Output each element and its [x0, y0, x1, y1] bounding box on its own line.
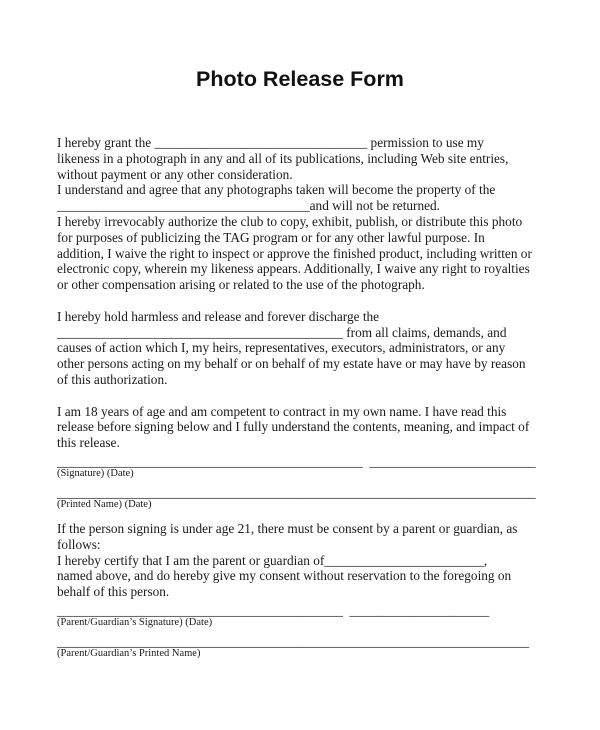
- text-line: causes of action which I, my heirs, representatives, executors, administrators, or any: [57, 340, 506, 356]
- form-body: [57, 135, 557, 662]
- text-line: I hereby certify that I am the parent or guardian of________________________,: [57, 552, 488, 568]
- signature-field[interactable]: ______________________________________________ _________________________: [57, 453, 536, 469]
- text-line: I hereby irrevocably authorize the club to copy, exhibit, publish, or distribute this photo: [57, 213, 523, 229]
- grant-paragraph: [57, 135, 557, 293]
- text-line: likeness in a photograph in any and all of its publications, including Web site entries,: [57, 150, 509, 166]
- text-line: other persons acting on my behalf or on behalf of my estate have or may have by reason: [57, 356, 526, 372]
- guardian-printed-name-field[interactable]: _______________________________________________________________________: [57, 633, 530, 649]
- text-line: this release.: [57, 435, 120, 451]
- printed-name-caption: (Printed Name) (Date): [57, 498, 152, 510]
- text-line: I hereby hold harmless and release and forever discharge the: [57, 308, 380, 324]
- text-line: for purposes of publicizing the TAG program or for any other lawful purpose. In: [57, 229, 485, 245]
- text-line: of this authorization.: [57, 371, 168, 387]
- text-line: follows:: [57, 536, 101, 552]
- text-line: I understand and agree that any photographs taken will become the property of the: [57, 182, 496, 198]
- release-paragraph: [57, 309, 557, 388]
- guardian-signature-caption: (Parent/Guardian’s Signature) (Date): [57, 616, 213, 628]
- text-line: named above, and do hereby give my consent without reservation to the foregoing on: [57, 568, 512, 584]
- text-line: ___________________________________________ from all claims, demands, and: [57, 324, 507, 340]
- text-line: electronic copy, wherein my likeness appears. Additionally, I waive any right to royalties: [57, 261, 530, 277]
- text-line: without payment or any other consideration.: [57, 166, 293, 182]
- form-title: Photo Release Form: [196, 67, 404, 91]
- paragraph-spacer: [57, 293, 557, 309]
- section-spacer: [57, 513, 557, 521]
- text-line: or other compensation arising or related to the use of the photograph.: [57, 277, 425, 293]
- guardian-paragraph: [57, 521, 557, 600]
- text-line: release before signing below and I fully understand the contents, meaning, and impact of: [57, 419, 530, 435]
- printed-name-field[interactable]: ________________________________________________________________________: [57, 484, 536, 500]
- age-paragraph: [57, 404, 557, 451]
- text-line: behalf of this person.: [57, 584, 170, 600]
- guardian-printed-name-caption: (Parent/Guardian’s Printed Name): [57, 647, 201, 659]
- paragraph-spacer: [57, 388, 557, 404]
- text-line: addition, I waive the right to inspect or approve the finished product, including written or: [57, 245, 532, 261]
- text-line: If the person signing is under age 21, there must be consent by a parent or guardian, as: [57, 520, 518, 536]
- guardian-signature-field[interactable]: ___________________________________________ _____________________: [57, 602, 490, 618]
- signature-caption: (Signature) (Date): [57, 467, 134, 479]
- text-line: I am 18 years of age and am competent to contract in my own name. I have read this: [57, 403, 507, 419]
- text-line: I hereby grant the ________________________________ permission to use my: [57, 135, 484, 150]
- text-line: ______________________________________and will not be returned.: [57, 198, 440, 214]
